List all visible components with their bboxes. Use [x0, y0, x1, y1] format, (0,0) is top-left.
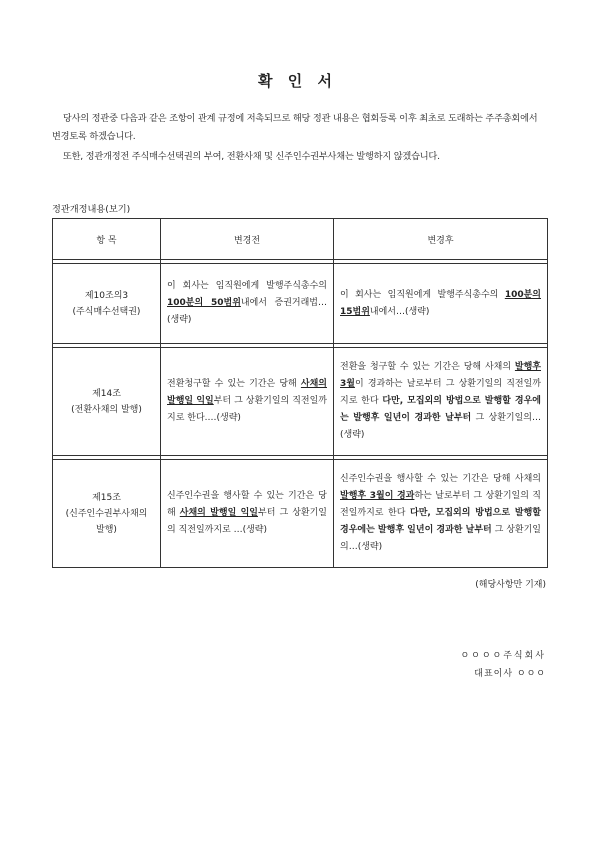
header-after: 변경후	[334, 219, 548, 260]
text-segment: 전환청구할 수 있는 기간은 당해	[167, 379, 301, 389]
paragraph-1	[52, 110, 547, 146]
text-segment: 내에서 증권거래법…(생략)	[167, 298, 327, 325]
bold-segment: 다만, 모집외의 방법으로 발행할 경우에는 발행후 일년이 경과한 날부터	[340, 508, 541, 535]
representative-name: 대표이사 ㅇㅇㅇ	[474, 669, 546, 679]
table-header-row	[53, 219, 548, 260]
footnote: (해당사항만 기재)	[475, 580, 546, 590]
text-segment: 전환을 청구할 수 있는 기간은 당해 사채의	[340, 362, 515, 372]
text-segment: 그 상환기일의…(생략)	[340, 413, 542, 440]
bold-segment: 발행후 3월이 경과	[340, 491, 415, 501]
header-item: 항 목	[53, 219, 161, 260]
row-item	[53, 460, 161, 568]
row-item-article: 제14조	[92, 388, 121, 399]
row-before	[161, 264, 334, 344]
row-item-article: 제10조의3	[84, 290, 129, 301]
row-item	[53, 348, 161, 456]
text-segment: 이 경과하는 날로부터 그 상환기일의 직전일까지로 한다	[340, 379, 541, 406]
text-segment: 이 회사는 임직원에게 발행주식총수의	[167, 281, 327, 291]
bold-segment: 발행후 3월	[340, 362, 541, 389]
text-segment: 신주인수권을 행사할 수 있는 기간은 당해	[167, 491, 327, 518]
company-name: ㅇㅇㅇㅇ주식회사	[460, 651, 546, 661]
text-segment: 부터 그 상환기일의 직전일까지로 한다.…(생략)	[167, 396, 327, 423]
document-title: 확 인 서	[258, 72, 337, 90]
row-after	[334, 264, 548, 344]
row-item-subject: (신주인수권부사채의 발행)	[65, 508, 148, 535]
header-before: 변경전	[161, 219, 334, 260]
text-segment: 이 회사는 임직원에게 발행주식총수의	[340, 289, 505, 300]
table-row	[53, 348, 548, 456]
row-before	[161, 348, 334, 456]
bold-segment: 다만, 모집외의 방법으로 발행할 경우에는 발행후 일년이 경과한 날부터	[340, 396, 541, 423]
bold-segment: 사채의 발행일 익일	[179, 508, 258, 518]
row-after	[334, 460, 548, 568]
text-segment: 신주인수권을 행사할 수 있는 기간은 당해 사채의	[340, 474, 541, 484]
amendment-table	[52, 218, 548, 568]
table-caption: 정관개정내용(보기)	[52, 204, 131, 215]
row-item-subject: (전환사채의 발행)	[71, 404, 142, 415]
table-row	[53, 460, 548, 568]
paragraph-2-text: 또한, 정관개정전 주식매수선택권의 부여, 전환사채 및 신주인수권부사채는 발행하지 않겠습니다.	[62, 151, 440, 162]
text-segment: 그 상환기일의…(생략)	[340, 525, 541, 552]
table-row	[53, 264, 548, 344]
row-before	[161, 460, 334, 568]
bold-segment: 사채의 발행일 익일	[167, 379, 327, 406]
text-segment: 내에서…(생략)	[369, 306, 430, 317]
row-item-article: 제15조	[92, 492, 121, 503]
text-segment: 하는 날로부터 그 상환기일의 직전일까지로 한다	[340, 491, 541, 518]
row-item	[53, 264, 161, 344]
row-after	[334, 348, 548, 456]
paragraph-2	[52, 148, 547, 166]
paragraph-1-text: 당사의 정관중 다음과 같은 조항이 관계 규정에 저촉되므로 해당 정관 내용은 협회등록 이후 최초로 도래하는 주주총회에서 변경토록 하겠습니다.	[52, 113, 538, 142]
row-item-subject: (주식매수선택권)	[72, 306, 141, 317]
bold-segment: 100분의 50범위	[167, 298, 241, 308]
text-segment: 부터 그 상환기일의 직전일까지로 …(생략)	[167, 508, 327, 535]
bold-segment: 100분의 15범위	[340, 289, 541, 317]
